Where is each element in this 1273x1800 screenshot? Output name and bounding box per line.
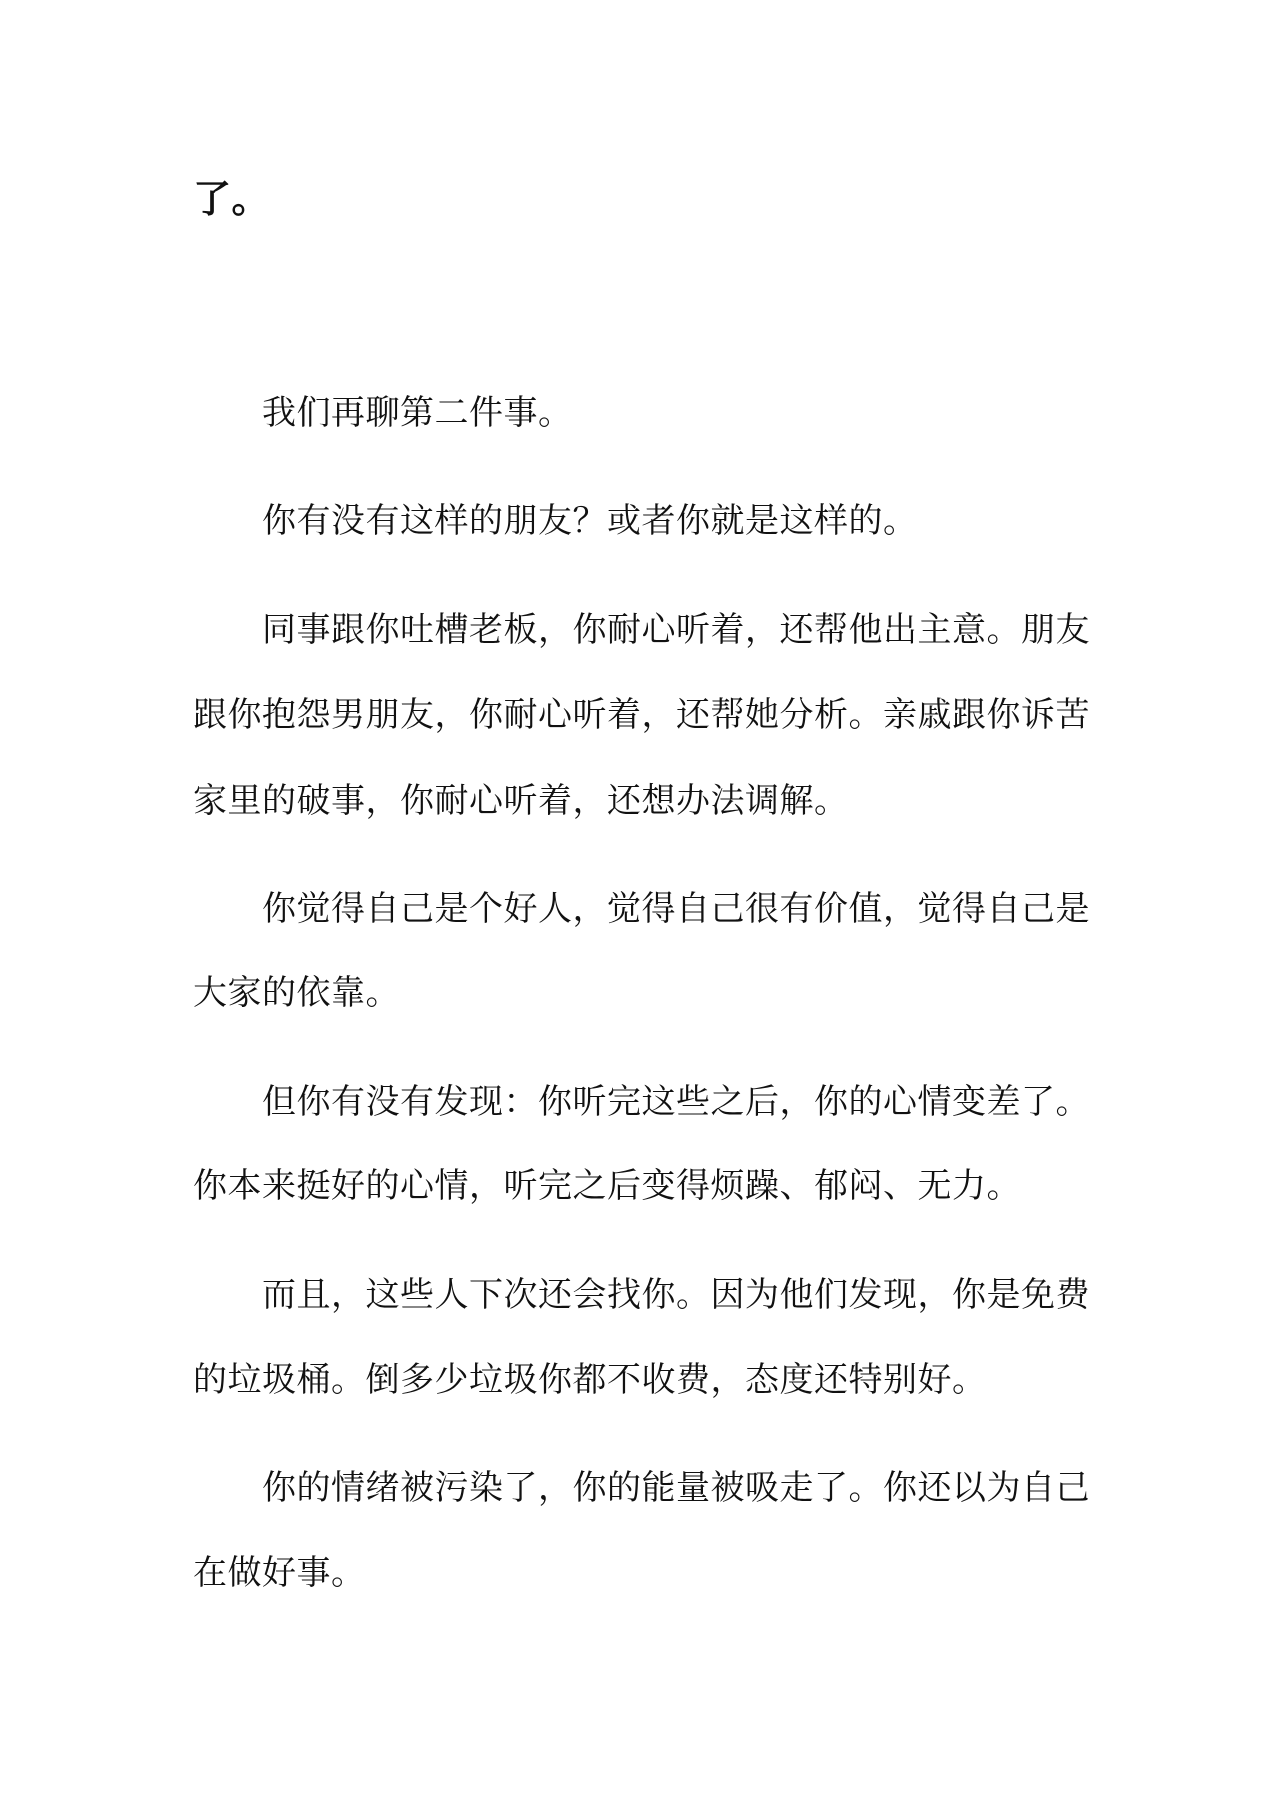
paragraph-line: 你本来挺好的心情，听完之后变得烦躁、郁闷、无力。 (193, 1166, 1021, 1206)
paragraph-line: 而且，这些人下次还会找你。因为他们发现，你是免费 (262, 1275, 1090, 1315)
paragraph-line: 的垃圾桶。倒多少垃圾你都不收费，态度还特别好。 (193, 1360, 987, 1400)
paragraph-line: 你的情绪被污染了，你的能量被吸走了。你还以为自己 (262, 1468, 1090, 1508)
paragraph-line: 同事跟你吐槽老板，你耐心听着，还帮他出主意。朋友 (262, 610, 1090, 650)
paragraph-line: 你有没有这样的朋友？或者你就是这样的。 (262, 501, 918, 541)
paragraph-line: 在做好事。 (193, 1553, 366, 1593)
paragraph-line: 家里的破事，你耐心听着，还想办法调解。 (193, 781, 849, 821)
paragraph-line: 但你有没有发现：你听完这些之后，你的心情变差了。 (262, 1082, 1090, 1122)
paragraph-line: 你觉得自己是个好人，觉得自己很有价值，觉得自己是 (262, 889, 1090, 929)
paragraph-line: 大家的依靠。 (193, 973, 400, 1013)
paragraph-line: 跟你抱怨男朋友，你耐心听着，还帮她分析。亲戚跟你诉苦 (193, 695, 1090, 735)
paragraph-line: 我们再聊第二件事。 (262, 393, 573, 433)
paragraph-ending-line: 了。 (193, 176, 271, 221)
